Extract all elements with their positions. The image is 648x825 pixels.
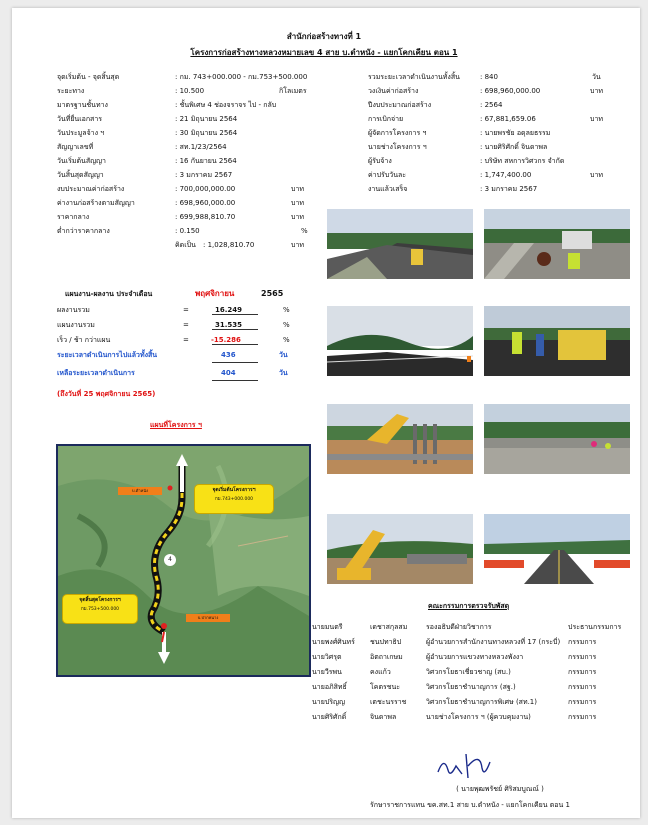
progress-row: ผลงานรวม = 16.249 %	[57, 306, 290, 314]
info-row: งานแล้วเสร็จ : 3 มกราคม 2567	[368, 185, 538, 193]
committee-row: นายอภิสิทธิ์ โคตรชนะ วิศวกรโยธาชำนาญการ (สฐ.) กรรมการ	[312, 683, 597, 691]
value-divider	[212, 344, 258, 345]
start-callout	[194, 484, 274, 514]
info-row: รวมระยะเวลาดำเนินงานทั้งสิ้น : 840 วัน	[368, 73, 601, 81]
info-row: ผู้รับจ้าง : บริษัท สหการวิศวกร จำกัด	[368, 157, 565, 165]
info-row: ค่างานก่อสร้างตามสัญญา : 698,960,000.00 บาท	[57, 199, 304, 207]
committee-list	[312, 621, 632, 726]
place-label-top: บ.ตำหนัง	[118, 487, 162, 495]
info-row: มาตรฐานชั้นทาง : ชั้นพิเศษ 4 ช่องจราจร ไป - กลับ	[57, 101, 277, 109]
site-photo-excavator-site	[327, 514, 473, 584]
info-row: สัญญาเลขที่ : สท.1/23/2564	[57, 143, 227, 151]
project-title: โครงการก่อสร้างทางหลวงหมายเลข 4 สาย บ.ตำหนัง - แยกโคกเคียน ตอน 1	[190, 48, 458, 57]
right-info-block	[368, 71, 618, 211]
end-callout-label: จุดสิ้นสุดโครงการฯ	[79, 597, 121, 603]
info-row: คิดเป็น : 1,028,810.70 บาท	[175, 241, 304, 249]
committee-row: นายวิศรุต อิตถาเกษม ผู้อำนวยการแขวงทางหลวงพังงา กรรมการ	[312, 653, 597, 661]
site-photo-asphalt-road	[327, 306, 473, 376]
site-photo-concrete-deck	[484, 404, 630, 474]
value-divider	[212, 329, 258, 330]
info-row: วงเงินค่าก่อสร้าง : 698,960,000.00 บาท	[368, 87, 603, 95]
progress-heading: แผนงาน-ผลงาน ประจำเดือน	[65, 290, 153, 298]
site-photo-workers-truck	[484, 209, 630, 279]
value-divider	[212, 362, 258, 363]
signer-name: ( นายพุฒพรัชย์ ศิริสมบูณณ์ )	[456, 785, 544, 793]
site-photo-bridge-excavator	[327, 404, 473, 474]
progress-row: ระยะเวลาดำเนินการไปแล้วทั้งสิ้น 436 วัน	[57, 351, 288, 359]
signer-title: รักษาราชการแทน ขค.สท.1 สาย บ.ตำหนัง - แยกโคกเคียน ตอน 1	[370, 801, 570, 809]
committee-row: นายพงศ์ศินทร์ ชนปทาธิป ผู้อำนวยการสำนักงานทางหลวงที่ 17 (กระบี่) กรรมการ	[312, 638, 597, 646]
progress-row: เร็ว / ช้า กว่าแผน = -15.286 %	[57, 336, 290, 344]
committee-row: นายปริญญ เตชะนรราช วิศวกรโยธาชำนาญการพิเศษ (สท.1) กรรมการ	[312, 698, 597, 706]
site-photo-completed-road	[484, 514, 630, 584]
site-photo-paving-machine	[484, 306, 630, 376]
site-photo-road-paving	[327, 209, 473, 279]
info-row: ผู้จัดการโครงการ ฯ : นายพรชัย อดุลยธรรม	[368, 129, 551, 137]
info-row: ปีงบประมาณก่อสร้าง : 2564	[368, 101, 503, 109]
info-row: จุดเริ่มต้น - จุดสิ้นสุด : กม. 743+000.000 - กม.753+500.000	[57, 73, 308, 81]
committee-row: นายวีรพน คงแก้ว วิศวกรโยธาเชี่ยวชาญ (สบ.) กรรมการ	[312, 668, 597, 676]
info-row: วันประมูลจ้าง ฯ : 30 มิถุนายน 2564	[57, 129, 238, 137]
map-heading: แผนที่โครงการ ฯ	[150, 421, 202, 429]
end-callout-km: กม.753+500.000	[80, 607, 120, 612]
road-number-shield: 4	[164, 554, 176, 566]
progress-row: แผนงานรวม = 31.535 %	[57, 321, 290, 329]
start-callout-km: กม.743+000.000	[214, 497, 254, 502]
committee-row: นายมนตรี เดชาสกุลสม รองอธิบดีฝ่ายวิชาการ ประธานกรรมการ	[312, 623, 622, 631]
info-row: ระยะทาง : 10.500 กิโลเมตร	[57, 87, 307, 95]
progress-as-of: (ถึงวันที่ 25 พฤศจิกายน 2565)	[57, 390, 156, 398]
place-label-bottom: บ.ปากพนาง	[186, 614, 230, 622]
info-row: วันเริ่มต้นสัญญา : 16 กันยายน 2564	[57, 157, 237, 165]
value-divider	[212, 314, 258, 315]
progress-row: เหลือระยะเวลาดำเนินการ 404 วัน	[57, 369, 288, 377]
committee-heading: คณะกรรมการตรวจรับพัสดุ	[428, 602, 510, 610]
info-row: วันสิ้นสุดสัญญา : 3 มกราคม 2567	[57, 171, 233, 179]
project-map	[56, 444, 311, 677]
progress-block	[57, 288, 315, 408]
map-satellite	[58, 446, 309, 675]
value-divider	[212, 380, 258, 381]
info-row: ราคากลาง : 699,988,810.70 บาท	[57, 213, 304, 221]
committee-row: นายศิริศักดิ์ จินดาพล นายช่างโครงการ ฯ (ผู้ควบคุมงาน) กรรมการ	[312, 713, 597, 721]
end-callout	[62, 594, 138, 624]
progress-year: 2565	[261, 289, 284, 298]
info-row: งบประมาณค่าก่อสร้าง : 700,000,000.00 บาท	[57, 185, 304, 193]
info-row: การเบิกจ่าย : 67,881,659.06 บาท	[368, 115, 603, 123]
info-row: วันที่ยื่นเอกสาร : 21 มิถุนายน 2564	[57, 115, 238, 123]
start-callout-label: จุดเริ่มต้นโครงการฯ	[212, 487, 256, 493]
info-row: นายช่างโครงการ ฯ : นายศิริศักดิ์ จินดาพล	[368, 143, 548, 151]
progress-month: พฤศจิกายน	[195, 289, 235, 298]
office-title: สำนักก่อสร้างทางที่ 1	[286, 32, 362, 41]
info-row: ค่าปรับวันละ : 1,747,400.00 บาท	[368, 171, 603, 179]
left-info-block	[57, 71, 317, 271]
handwritten-signature	[432, 748, 500, 784]
info-row: ต่ำกว่าราคากลาง : 0.150 %	[57, 227, 308, 235]
